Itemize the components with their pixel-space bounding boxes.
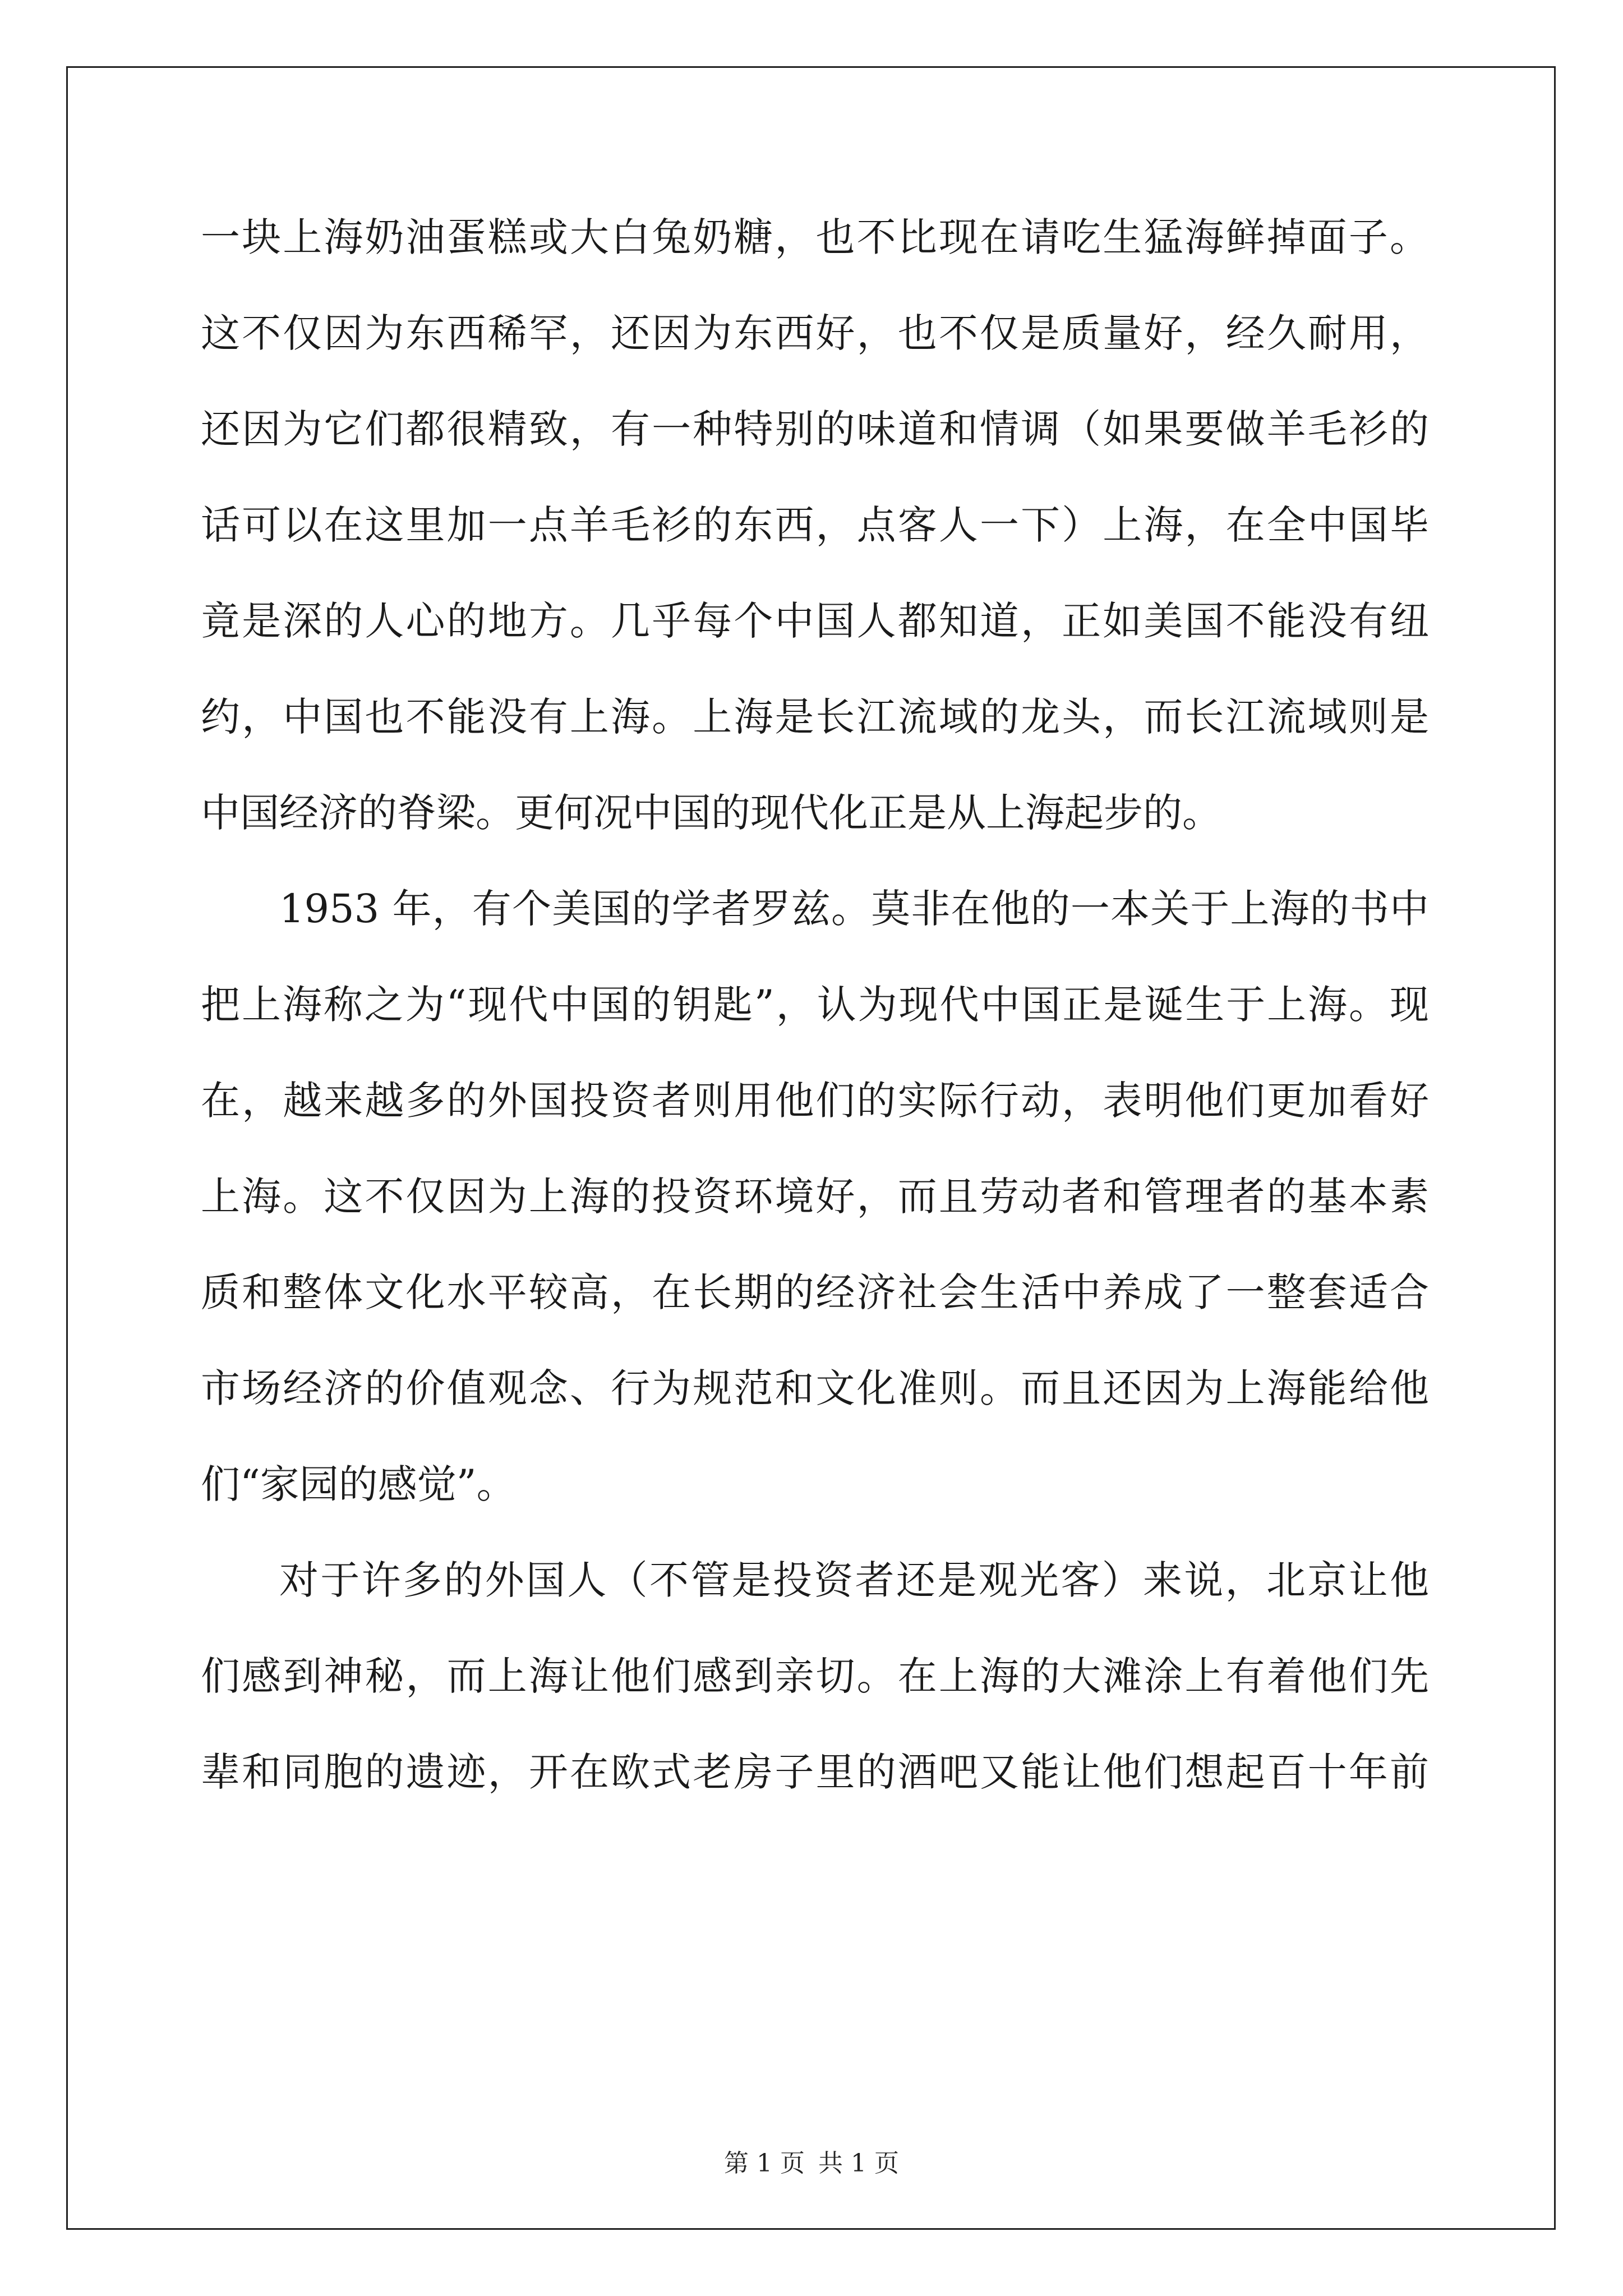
text-line: 还因为它们都很精致，有一种特别的味道和情调（如果要做羊毛衫的: [201, 406, 1429, 452]
text-line: 市场经济的价值观念、行为规范和文化准则。而且还因为上海能给他: [201, 1365, 1429, 1411]
text-line: 把上海称之为“现代中国的钥匙”，认为现代中国正是诞生于上海。现: [201, 982, 1429, 1028]
text-line: 上海。这不仅因为上海的投资环境好，而且劳动者和管理者的基本素: [201, 1174, 1429, 1220]
text-line: 们感到神秘，而上海让他们感到亲切。在上海的大滩涂上有着他们先: [201, 1653, 1429, 1699]
text-line: 约，中国也不能没有上海。上海是长江流域的龙头，而长江流域则是: [201, 694, 1429, 740]
text-line: 竟是深的人心的地方。几乎每个中国人都知道，正如美国不能没有纽: [201, 598, 1429, 644]
text-line: 话可以在这里加一点羊毛衫的东西，点客人一下）上海，在全中国毕: [201, 502, 1429, 548]
text-line: 这不仅因为东西稀罕，还因为东西好，也不仅是质量好，经久耐用，: [201, 310, 1429, 356]
page-number: 第 1 页: [724, 2149, 805, 2178]
text-line: 辈和同胞的遗迹，开在欧式老房子里的酒吧又能让他们想起百十年前: [201, 1749, 1429, 1795]
text-line: 在，越来越多的外国投资者则用他们的实际行动，表明他们更加看好: [201, 1078, 1429, 1124]
text-line: 们“家园的感觉”。: [201, 1461, 516, 1507]
total-pages: 共 1 页: [818, 2149, 899, 2178]
text-line: 一块上海奶油蛋糕或大白兔奶糖，也不比现在请吃生猛海鲜掉面子。: [201, 214, 1429, 260]
text-line: 中国经济的脊梁。更何况中国的现代化正是从上海起步的。: [201, 790, 1221, 836]
paragraph-first-line: 对于许多的外国人（不管是投资者还是观光客）来说，北京让他: [279, 1557, 1429, 1603]
text-line: 质和整体文化水平较高，在长期的经济社会生活中养成了一整套适合: [201, 1269, 1429, 1315]
page-footer: [0, 2143, 1623, 2179]
paragraph-first-line: 1953 年，有个美国的学者罗兹。莫非在他的一本关于上海的书中: [279, 886, 1429, 932]
document-body: [201, 190, 1429, 1820]
